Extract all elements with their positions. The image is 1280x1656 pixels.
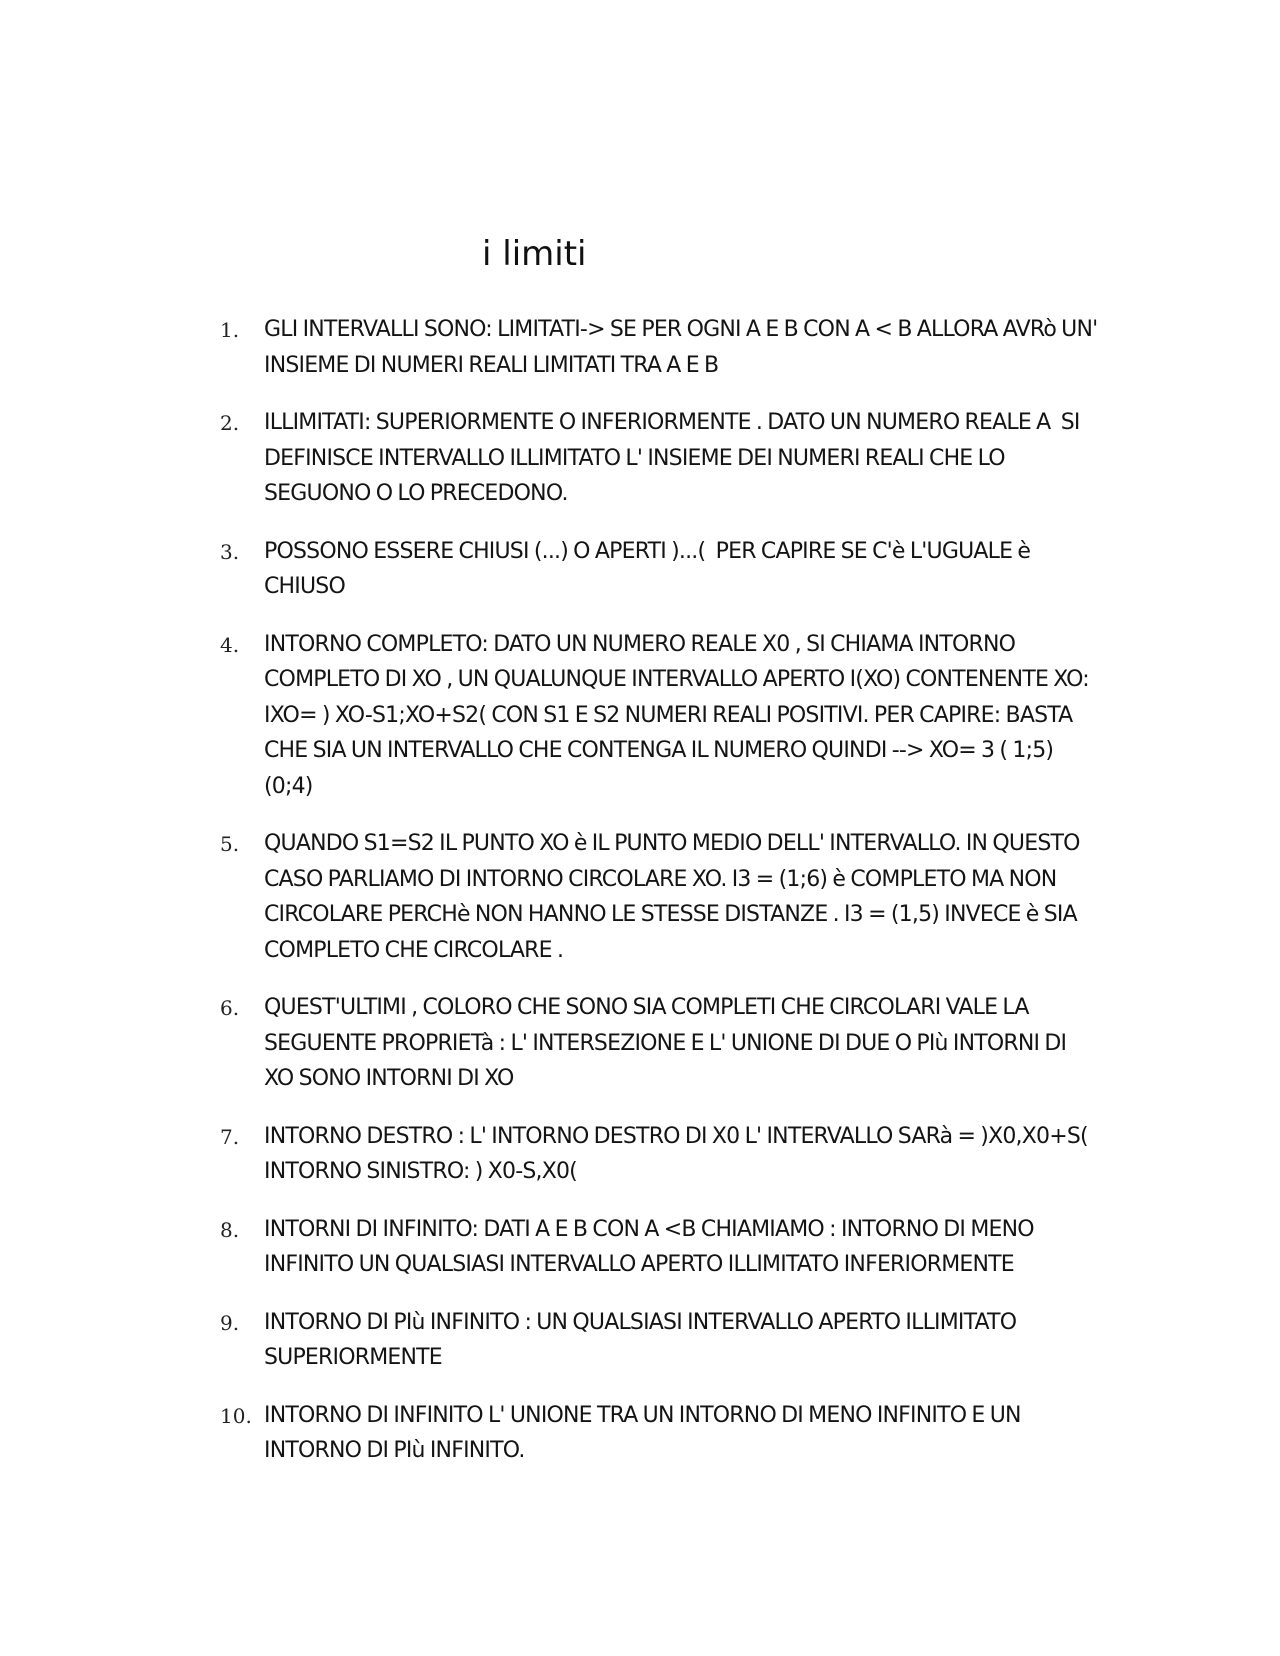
list-item-text: INTORNO DI INFINITO L' UNIONE TRA UN INTORNO DI MENO INFINITO E UN INTORNO DI PIù INFINITO. — [264, 1402, 1026, 1463]
list-item — [220, 1212, 1100, 1283]
list-item — [220, 405, 1100, 512]
list-item-text: POSSONO ESSERE CHIUSI (...) O APERTI )...( PER CAPIRE SE C'è L'UGUALE è CHIUSO — [264, 538, 1036, 599]
list-item-text: ILLIMITATI: SUPERIORMENTE O INFERIORMENTE . DATO UN NUMERO REALE A SI DEFINISCE INTERVALLO ILLIMITATO L' INSIEME DEI NUMERI REALI CHE LO SEGUONO O LO PRECEDONO. — [264, 410, 1085, 506]
definitions-list — [220, 312, 1103, 1491]
list-item — [220, 990, 1100, 1097]
list-item-text: INTORNI DI INFINITO: DATI A E B CON A <B CHIAMIAMO : INTORNO DI MENO INFINITO UN QUALSIASI INTERVALLO APERTO ILLIMITATO INFERIORMENTE — [264, 1216, 1039, 1277]
document-title: i limiti — [482, 234, 587, 274]
list-item-text: QUANDO S1=S2 IL PUNTO XO è IL PUNTO MEDIO DELL' INTERVALLO. IN QUESTO CASO PARLIAMO DI INTORNO CIRCOLARE XO. I3 = (1;6) è COMPLETO MA NON CIRCOLARE PERCHè NON HANNO LE STESSE DISTANZE . I3 = (1,5) INVECE è SIA COMPLETO CHE CIRCOLARE . — [264, 831, 1085, 963]
list-item — [220, 1398, 1100, 1469]
list-item — [220, 826, 1100, 968]
list-item-number: 7. — [220, 1124, 240, 1149]
list-item — [220, 1305, 1100, 1376]
list-item — [220, 534, 1100, 605]
list-item-number: 8. — [220, 1217, 240, 1242]
list-item — [220, 1119, 1100, 1190]
list-item-number: 10. — [220, 1403, 252, 1428]
list-item-number: 3. — [220, 539, 240, 564]
list-item-number: 2. — [220, 411, 240, 435]
list-item-text: GLI INTERVALLI SONO: LIMITATI-> SE PER OGNI A E B CON A < B ALLORA AVRò UN' INSIEME DI NUMERI REALI LIMITATI TRA A E B — [264, 317, 1103, 378]
list-item-number: 5. — [220, 832, 240, 856]
list-item-number: 6. — [220, 996, 240, 1020]
list-item — [220, 627, 1100, 805]
list-item-text: INTORNO COMPLETO: DATO UN NUMERO REALE X0 , SI CHIAMA INTORNO COMPLETO DI XO , UN QUALUNQUE INTERVALLO APERTO I(XO) CONTENENTE XO: IXO= ) XO-S1;XO+S2( CON S1 E S2 NUMERI REALI POSITIVI. PER CAPIRE: BASTA CHE SIA UN INTERVALLO CHE CONTENGA IL NUMERO QUINDI --> XO= 3 ( 1;5) (0;4) — [264, 631, 1095, 799]
list-item-number: 1. — [220, 318, 240, 342]
list-item-text: INTORNO DESTRO : L' INTORNO DESTRO DI X0 L' INTERVALLO SARà = )X0,X0+S( INTORNO SINISTRO: ) X0-S,X0( — [264, 1123, 1093, 1184]
list-item-number: 9. — [220, 1310, 240, 1335]
list-item-text: QUEST'ULTIMI , COLORO CHE SONO SIA COMPLETI CHE CIRCOLARI VALE LA SEGUENTE PROPRIETà : L' INTERSEZIONE E L' UNIONE DI DUE O PIù INTORNI DI XO SONO INTORNI DI XO — [264, 995, 1072, 1091]
list-item-number: 4. — [220, 632, 240, 657]
list-item-text: INTORNO DI PIù INFINITO : UN QUALSIASI INTERVALLO APERTO ILLIMITATO SUPERIORMENTE — [264, 1309, 1022, 1370]
list-item — [220, 312, 1103, 383]
